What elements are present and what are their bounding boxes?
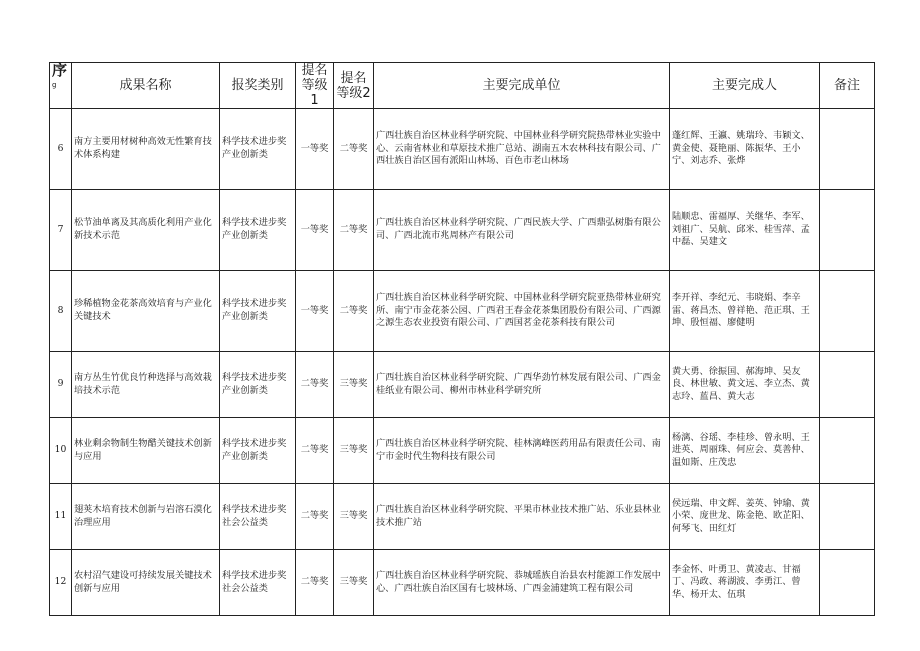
cell-type: 科学技术进步奖社会公益类: [220, 484, 296, 550]
cell-level1: 二等奖: [296, 550, 334, 616]
cell-units: 广西壮族自治区林业科学研究院、平果市林业技术推广站、乐业县林业技术推广站: [374, 484, 670, 550]
cell-seq: 11: [50, 484, 72, 550]
cell-units: 广西壮族自治区林业科学研究院、广西民族大学、广西鼎弘树脂有限公司、广西北流市兆周林产有限公司: [374, 190, 670, 271]
header-name: 成果名称: [72, 63, 220, 109]
cell-units: 广西壮族自治区林业科学研究院、恭城瑶族自治县农村能源工作发展中心、广西壮族自治区国有七坡林场、广西金浦建筑工程有限公司: [374, 550, 670, 616]
cell-level2: 三等奖: [334, 484, 374, 550]
cell-remark: [820, 418, 875, 484]
cell-name: 农村沼气建设可持续发展关键技术创新与应用: [72, 550, 220, 616]
cell-type: 科学技术进步奖产业创新类: [220, 190, 296, 271]
cell-level1: 一等奖: [296, 271, 334, 352]
cell-units: 广西壮族自治区林业科学研究院、广西华劲竹林发展有限公司、广西金桂纸业有限公司、柳州市林业科学研究所: [374, 352, 670, 418]
table-row: [50, 418, 875, 484]
cell-seq: 12: [50, 550, 72, 616]
header-seq-mark: g: [52, 81, 57, 89]
header-people: 主要完成人: [670, 63, 820, 109]
header-row: [50, 63, 875, 109]
cell-level2: 三等奖: [334, 352, 374, 418]
cell-people: 黄大勇、徐振国、郝海坤、吴友良、林世敏、黄文远、李立杰、黄志玲、蓝昌、黄大志: [670, 352, 820, 418]
cell-level1: 二等奖: [296, 352, 334, 418]
cell-people: 侯远瑞、申文辉、姜英、钟瑜、黄小荣、庞世龙、陈金艳、欧芷阳、何琴飞、田红灯: [670, 484, 820, 550]
cell-people: 陆顺忠、雷福厚、关继华、李军、刘祖广、吴航、邱米、桂雪萍、孟中磊、吴建文: [670, 190, 820, 271]
cell-level1: 二等奖: [296, 418, 334, 484]
cell-name: 松节油单离及其高质化利用产业化新技术示范: [72, 190, 220, 271]
table-row: [50, 109, 875, 190]
cell-level2: 三等奖: [334, 418, 374, 484]
cell-type: 科学技术进步奖产业创新类: [220, 352, 296, 418]
cell-name: 林业剩余物制生物醋关键技术创新与应用: [72, 418, 220, 484]
cell-name: 南方丛生竹优良竹种选择与高效栽培技术示范: [72, 352, 220, 418]
table-row: [50, 352, 875, 418]
cell-type: 科学技术进步奖产业创新类: [220, 418, 296, 484]
table-row: [50, 271, 875, 352]
cell-name: 南方主要用材树种高效无性繁育技术体系构建: [72, 109, 220, 190]
cell-people: 蓬红辉、王瀛、姚瑞玲、韦颖文、黄金使、聂艳丽、陈振华、王小宁、刘志乔、张烨: [670, 109, 820, 190]
header-level2: 提名等级2: [334, 63, 374, 109]
cell-people: 杨漓、谷瑶、李桂珍、曾永明、王进英、周丽珠、何应会、莫善仲、温如斯、庄茂忠: [670, 418, 820, 484]
cell-remark: [820, 484, 875, 550]
header-level1: 提名等级1: [296, 63, 334, 109]
cell-name: 翅荚木培育技术创新与岩溶石漠化治理应用: [72, 484, 220, 550]
cell-seq: 9: [50, 352, 72, 418]
cell-level2: 二等奖: [334, 271, 374, 352]
cell-units: 广西壮族自治区林业科学研究院、中国林业科学研究院热带林业实验中心、云南省林业和草原技术推广总站、湖南五木农林科技有限公司、广西壮族自治区国有派阳山林场、百色市老山林场: [374, 109, 670, 190]
cell-seq: 8: [50, 271, 72, 352]
cell-level1: 二等奖: [296, 484, 334, 550]
table-row: [50, 550, 875, 616]
cell-people: 李金怀、叶勇卫、黄凌志、甘福丁、冯政、蒋湖波、李勇江、曾华、杨开太、伍琪: [670, 550, 820, 616]
cell-level2: 二等奖: [334, 190, 374, 271]
cell-level2: 二等奖: [334, 109, 374, 190]
cell-remark: [820, 352, 875, 418]
cell-remark: [820, 109, 875, 190]
header-remark: 备注: [820, 63, 875, 109]
cell-level1: 一等奖: [296, 190, 334, 271]
cell-level2: 三等奖: [334, 550, 374, 616]
cell-remark: [820, 271, 875, 352]
cell-remark: [820, 550, 875, 616]
table-row: [50, 190, 875, 271]
cell-type: 科学技术进步奖产业创新类: [220, 109, 296, 190]
cell-level1: 一等奖: [296, 109, 334, 190]
cell-type: 科学技术进步奖社会公益类: [220, 550, 296, 616]
cell-name: 珍稀植物金花茶高效培育与产业化关键技术: [72, 271, 220, 352]
cell-remark: [820, 190, 875, 271]
header-type: 报奖类别: [220, 63, 296, 109]
cell-units: 广西壮族自治区林业科学研究院、中国林业科学研究院亚热带林业研究所、南宁市金花茶公园、广西君王春金花茶集团股份有限公司、广西源之源生态农业投资有限公司、广西国茗金花茶科技有限公司: [374, 271, 670, 352]
table-row: [50, 484, 875, 550]
cell-seq: 7: [50, 190, 72, 271]
cell-people: 李开祥、李纪元、韦晓娟、李辛雷、蒋昌杰、曾祥艳、范正琪、王坤、殷恒福、廖健明: [670, 271, 820, 352]
cell-type: 科学技术进步奖产业创新类: [220, 271, 296, 352]
cell-seq: 10: [50, 418, 72, 484]
header-seq: 序g: [50, 63, 72, 109]
header-units: 主要完成单位: [374, 63, 670, 109]
cell-seq: 6: [50, 109, 72, 190]
cell-units: 广西壮族自治区林业科学研究院、桂林漓峰医药用品有限责任公司、南宁市金时代生物科技有限公司: [374, 418, 670, 484]
awards-table: [49, 62, 875, 616]
